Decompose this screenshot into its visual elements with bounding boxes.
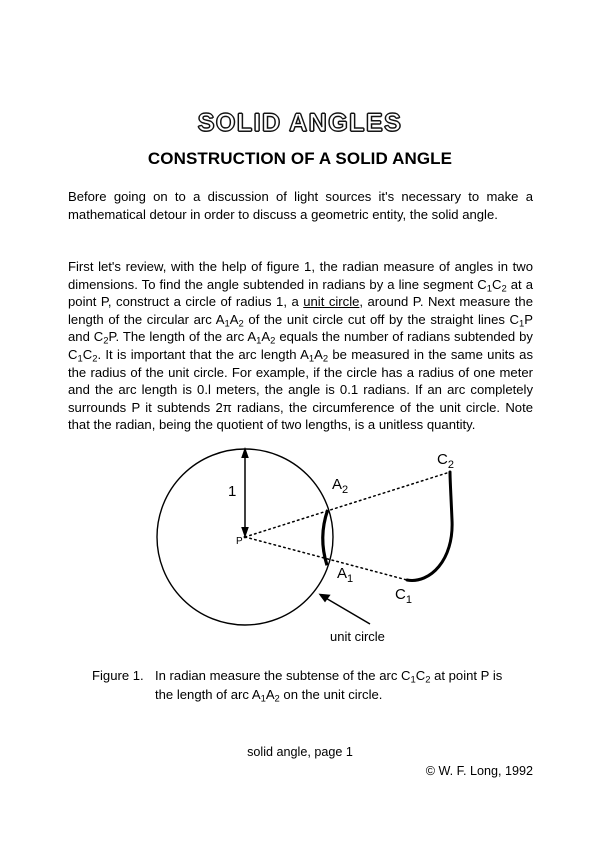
figure-caption-label: Figure 1. bbox=[92, 668, 144, 683]
unit-circle-annotation-label: unit circle bbox=[330, 629, 385, 644]
figure-caption bbox=[92, 666, 512, 704]
label-a1 bbox=[337, 565, 353, 585]
center-point-marker bbox=[244, 536, 247, 539]
text-run: 2 bbox=[92, 352, 98, 364]
page-title: SOLID ANGLES bbox=[197, 109, 403, 137]
text-run: 2 bbox=[238, 317, 244, 329]
text-run: . It is important that the arc length A bbox=[97, 346, 309, 362]
label-c1-base: C bbox=[395, 586, 406, 603]
footer-page-label: solid angle, page 1 bbox=[247, 745, 353, 759]
paragraph-intro bbox=[68, 188, 533, 223]
footer-copyright: © W. F. Long, 1992 bbox=[425, 764, 533, 778]
arc-c1-c2 bbox=[407, 472, 452, 580]
text-run: 2 bbox=[501, 282, 507, 294]
label-c2-subscript: 2 bbox=[447, 459, 454, 471]
text-run: 2 bbox=[103, 335, 109, 347]
text-run: equals the number of radians subtended by C bbox=[68, 329, 533, 362]
label-c1 bbox=[395, 586, 412, 606]
text-run: 1 bbox=[256, 335, 262, 347]
text-run: 1 bbox=[224, 317, 230, 329]
text-run: 2 bbox=[322, 352, 329, 364]
text-run: P and C bbox=[68, 311, 533, 345]
section-heading: CONSTRUCTION OF A SOLID ANGLE bbox=[147, 149, 453, 168]
unit-circle-leader-line bbox=[324, 597, 370, 624]
center-point-label: P bbox=[236, 536, 243, 547]
text-run: on the unit circle. bbox=[279, 687, 383, 702]
text-run: be measured in the same units as the radius of the unit circle. For example, if the circle has a radius of one meter and the arc length is 0.l meters, the angle is 0.1 radians. If an arc completely surrounds P it subtends 2π radians, the circumference of the unit circle. Note that the radian, being the quotient of two lengths, is a unitless quantity. bbox=[68, 346, 533, 433]
paragraph-intro-text: Before going on to a discussion of light sources it's necessary to make a mathematical detour in order to discuss a geometric entity, the solid angle. bbox=[68, 189, 533, 222]
text-run: A bbox=[265, 687, 275, 702]
text-run: 1 bbox=[519, 317, 525, 329]
text-run: 1 bbox=[486, 282, 492, 294]
radius-arrow bbox=[241, 447, 249, 538]
text-run: First let's review, with the help of figure 1, the radian measure of angles in two dimensions. To find the angle subtended in radians by a line segment C bbox=[68, 259, 533, 292]
text-run: In radian measure the subtense of the arc C bbox=[155, 668, 411, 683]
label-a2-base: A bbox=[332, 476, 343, 493]
label-a1-subscript: 1 bbox=[347, 573, 354, 585]
label-a2 bbox=[332, 476, 348, 496]
text-run: at a point P, construct a circle of radius 1, a bbox=[68, 276, 533, 310]
ray-p-to-c2 bbox=[245, 472, 450, 537]
unit-circle-leader bbox=[319, 594, 371, 624]
text-run: at point P is the length of arc A bbox=[155, 668, 503, 702]
text-run: of the unit circle cut off by the straight lines C bbox=[243, 311, 520, 327]
text-run: 1 bbox=[410, 673, 416, 685]
text-run: C bbox=[492, 276, 502, 292]
paragraph-radian-review-text bbox=[68, 258, 533, 434]
label-c2 bbox=[437, 451, 454, 471]
text-run: 1 bbox=[308, 352, 315, 364]
unit-circle-term: unit circle bbox=[303, 294, 360, 310]
label-c1-subscript: 1 bbox=[405, 594, 412, 606]
label-c2-base: C bbox=[437, 451, 448, 468]
text-run: A bbox=[314, 346, 323, 362]
text-run: P. The length of the arc A bbox=[108, 329, 257, 345]
text-run: 2 bbox=[425, 673, 431, 685]
text-run: C bbox=[415, 668, 426, 683]
figure-svg bbox=[0, 438, 600, 653]
label-a2-subscript: 2 bbox=[342, 484, 349, 496]
text-run: 2 bbox=[270, 335, 276, 347]
label-a1-base: A bbox=[337, 565, 348, 582]
text-run: C bbox=[82, 346, 93, 362]
text-run: , around P. Next measure the length of the circular arc A bbox=[68, 294, 533, 327]
figure-caption-text bbox=[155, 666, 512, 704]
unit-circle-leader-arrowhead bbox=[319, 594, 331, 603]
text-run: 2 bbox=[274, 692, 280, 704]
text-run: A bbox=[229, 311, 239, 327]
arc-a1-a2 bbox=[323, 510, 328, 565]
text-run: 1 bbox=[260, 692, 266, 704]
radius-label: 1 bbox=[228, 483, 237, 500]
text-run: A bbox=[261, 329, 271, 345]
paragraph-radian-review bbox=[68, 258, 533, 434]
text-run: 1 bbox=[77, 352, 83, 364]
figure-1-diagram bbox=[0, 438, 600, 653]
